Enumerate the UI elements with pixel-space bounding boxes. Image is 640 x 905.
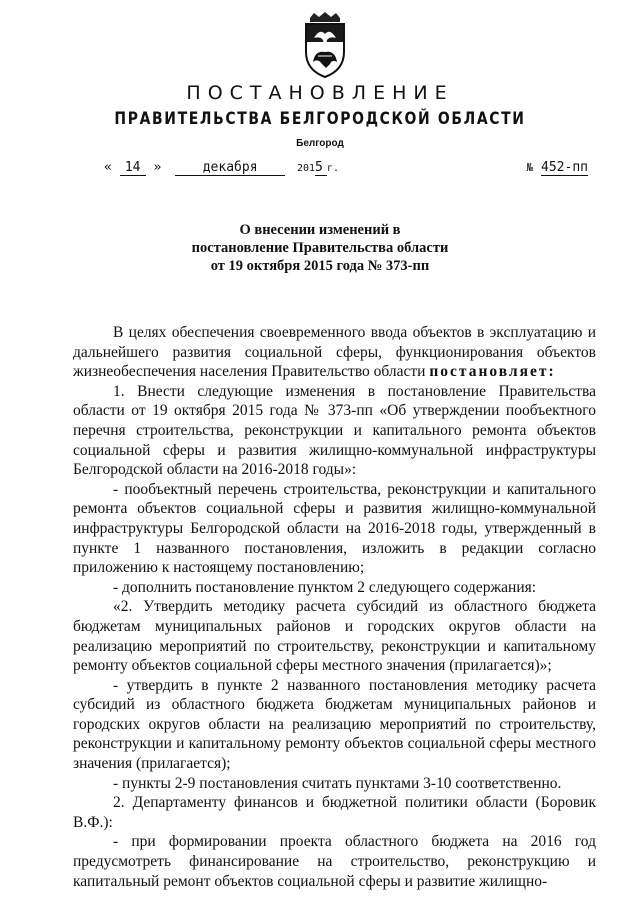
date-line (104, 160, 339, 176)
paragraph-list-item: - пообъектный перечень строительства, реконструкции и капитального ремонта объектов социальной сферы и развития жилищно-коммунальной инфраструктуры Белгородской области на 2016-2018 годы, утвержденный в пункте 1 названного постановления, изложить в редакции согласно приложению к настоящему постановлению; (73, 480, 596, 577)
number-value: 452-пп (541, 160, 588, 175)
city-name: Белгород (296, 138, 344, 149)
document-body (73, 323, 596, 891)
coat-of-arms-icon (300, 12, 350, 78)
paragraph-list-item: - при формировании проекта областного бюджета на 2016 год предусмотреть финансирование на строительство, реконструкцию и капитальный ремонт объектов социальной сферы и развитие жилищно- (73, 833, 596, 890)
paragraph-list-item: - утвердить в пункте 2 названного постановления методику расчета субсидий из областного бюджета бюджетам муниципальных районов и городских округов области на реализацию мероприятий по строительству, реконструкции и капитальному ремонту объектов социальной сферы местного значения (прилагается); (73, 676, 596, 773)
subject-line-2: постановление Правительства области (191, 240, 449, 256)
date-day: 14 (120, 160, 146, 176)
paragraph-item-1: 1. Внести следующие изменения в постановление Правительства области от 19 октября 2015 года № 373-пп «Об утверждении пообъектного перечня строительства, реконструкции и капитального ремонта объектов социальной сферы и развития жилищно-коммунальной инфраструктуры Белгородской области на 2016-2018 годы»: (73, 382, 596, 479)
number-sign: № (526, 161, 534, 174)
date-close-quote: » (153, 160, 162, 175)
date-month: декабря (175, 160, 285, 176)
document-subject (0, 221, 640, 275)
paragraph-list-item: - пункты 2-9 постановления считать пунктами 3-10 соответственно. (113, 774, 562, 792)
subject-line-3: от 19 октября 2015 года № 373-пп (210, 258, 430, 274)
government-name: ПРАВИТЕЛЬСТВА БЕЛГОРОДСКОЙ ОБЛАСТИ (114, 109, 526, 129)
paragraph-item-2: 2. Департаменту финансов и бюджетной политики области (Боровик В.Ф.): (73, 794, 596, 831)
paragraph-preamble (73, 323, 596, 382)
document-number (527, 160, 588, 176)
preamble-text: В целях обеспечения своевременного ввода объектов в эксплуатацию и дальнейшего развития социальной сферы, функционирования объектов жизнеобеспечения населения Правительство области (73, 324, 596, 381)
date-year-mark: г. (327, 163, 340, 174)
subject-line-1: О внесении изменений в (239, 222, 401, 238)
date-open-quote: « (104, 160, 112, 175)
resolves-word: постановляет: (429, 363, 556, 381)
date-year-prefix: 201 (296, 163, 316, 174)
paragraph-list-item: - дополнить постановление пунктом 2 следующего содержания: (113, 578, 537, 596)
date-year-suffix: 5 (315, 160, 327, 176)
paragraph-quote: «2. Утвердить методику расчета субсидий из областного бюджета бюджетам муниципальных районов и городских округов области на реализацию мероприятий по строительству, реконструкции и капитальному ремонту объектов социальной сферы местного значения (прилагается)»; (73, 598, 596, 675)
document-title: ПОСТАНОВЛЕНИЕ (186, 82, 454, 104)
